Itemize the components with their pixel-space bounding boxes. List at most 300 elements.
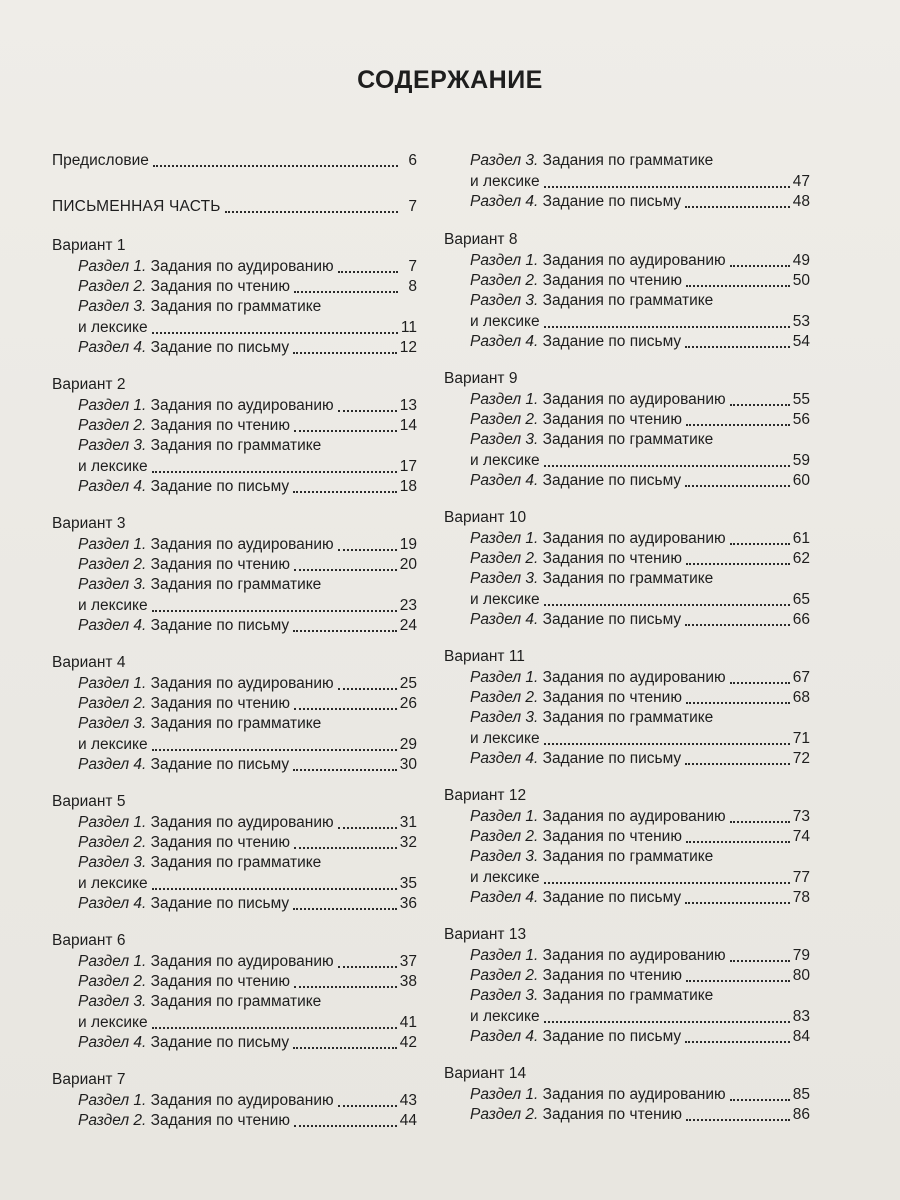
toc-section-row: [52, 396, 417, 416]
toc-section-row: [444, 966, 810, 986]
section-number: Раздел 3.: [470, 987, 539, 1004]
toc-section-row: [52, 555, 417, 575]
page-number: 31: [399, 814, 417, 831]
page-number: 85: [792, 1086, 810, 1103]
section-number: Раздел 1.: [470, 530, 539, 547]
page-number: 73: [792, 808, 810, 825]
variant-heading: Вариант 7: [52, 1071, 126, 1088]
toc-entry-label: [470, 807, 726, 827]
dot-leader: [293, 907, 397, 910]
page-number: 30: [399, 756, 417, 773]
toc-entry-label: [470, 1085, 726, 1105]
toc-cont-row: [52, 874, 417, 894]
dot-leader: [544, 325, 790, 328]
toc-entry-label: [78, 1091, 334, 1111]
variant-heading: Вариант 1: [52, 237, 126, 254]
dot-leader: [152, 609, 397, 612]
page-number: 24: [399, 617, 417, 634]
toc-variant-row: [52, 236, 417, 256]
section-number: Раздел 1.: [78, 1092, 147, 1109]
toc-cont-row: [52, 596, 417, 616]
toc-section-nodots-row: [444, 986, 810, 1006]
toc-entry-label: [470, 986, 713, 1006]
page-number: 66: [792, 611, 810, 628]
page-number: 78: [792, 889, 810, 906]
toc-section-row: [444, 251, 810, 271]
toc-variant-row: [52, 1070, 417, 1090]
toc-entry-label: [78, 714, 321, 734]
dot-leader: [225, 210, 398, 213]
dot-leader: [544, 881, 790, 884]
page-number: 48: [792, 193, 810, 210]
section-title: Задания по чтению: [538, 828, 682, 845]
dot-leader: [685, 205, 790, 208]
toc-cont-row: [444, 312, 810, 332]
page-number: 7: [408, 258, 417, 275]
dot-leader: [730, 820, 790, 823]
section-number: Раздел 4.: [470, 889, 539, 906]
toc-entry-label: [78, 338, 289, 358]
toc-entry-row: [52, 197, 417, 217]
toc-section-row: [52, 813, 417, 833]
dot-leader: [293, 351, 397, 354]
toc-entry-label: [78, 477, 289, 497]
dot-leader: [293, 490, 397, 493]
section-title: Задания по чтению: [146, 1112, 290, 1129]
toc-variant-row: [444, 786, 810, 806]
dot-leader: [685, 484, 790, 487]
dot-leader: [685, 623, 790, 626]
toc-entry-label: [78, 1033, 289, 1053]
section-number: Раздел 4.: [78, 617, 147, 634]
page-number: 19: [399, 536, 417, 553]
toc-variant-row: [52, 375, 417, 395]
dot-leader: [338, 687, 397, 690]
page-number: 80: [792, 967, 810, 984]
toc-variant-row: [444, 369, 810, 389]
variant-heading: Вариант 5: [52, 793, 126, 810]
toc-section-row: [52, 616, 417, 636]
toc-entry-label: [470, 688, 682, 708]
toc-section-row: [52, 1091, 417, 1111]
dot-leader: [686, 284, 790, 287]
toc-entry-continuation: и лексике: [78, 319, 148, 336]
page-number: 72: [792, 750, 810, 767]
variant-heading: Вариант 3: [52, 515, 126, 532]
toc-entry-label: [78, 833, 290, 853]
page-number: 47: [792, 173, 810, 190]
variant-heading: Вариант 4: [52, 654, 126, 671]
toc-entry-label: [78, 972, 290, 992]
section-title: Задания по аудированию: [146, 536, 334, 553]
page-number: 65: [792, 591, 810, 608]
section-number: Раздел 3.: [78, 437, 147, 454]
section-number: Раздел 2.: [470, 411, 539, 428]
toc-variant-row: [444, 508, 810, 528]
dot-leader: [152, 1026, 397, 1029]
section-number: Раздел 4.: [470, 333, 539, 350]
page-number: 53: [792, 313, 810, 330]
dot-leader: [294, 290, 398, 293]
toc-section-row: [52, 894, 417, 914]
section-number: Раздел 1.: [78, 397, 147, 414]
page-number: 7: [408, 198, 417, 215]
section-title: Задание по письму: [146, 895, 290, 912]
section-title: Задание по письму: [146, 617, 290, 634]
toc-section-row: [52, 416, 417, 436]
toc-entry-label: [470, 888, 681, 908]
page-number: 55: [792, 391, 810, 408]
toc-entry-label: [470, 1105, 682, 1125]
page-number: 77: [792, 869, 810, 886]
section-number: Раздел 2.: [470, 828, 539, 845]
page-number: 42: [399, 1034, 417, 1051]
dot-leader: [338, 826, 397, 829]
section-number: Раздел 3.: [78, 993, 147, 1010]
toc-entry-label: [470, 549, 682, 569]
toc-entry-label: Предисловие: [52, 152, 149, 169]
page-number: 32: [399, 834, 417, 851]
section-number: Раздел 2.: [78, 556, 147, 573]
toc-entry-label: [78, 1111, 290, 1131]
section-title: Задание по письму: [146, 1034, 290, 1051]
toc-entry-label: [470, 749, 681, 769]
section-number: Раздел 3.: [470, 709, 539, 726]
page-number: 44: [399, 1112, 417, 1129]
page-number: 41: [399, 1014, 417, 1031]
toc-cont-row: [444, 868, 810, 888]
variant-heading: Вариант 2: [52, 376, 126, 393]
page-number: 23: [399, 597, 417, 614]
toc-section-row: [444, 471, 810, 491]
toc-entry-label: [78, 674, 334, 694]
page-number: 12: [399, 339, 417, 356]
toc-entry-label: [78, 813, 334, 833]
section-title: Задания по аудированию: [538, 530, 726, 547]
dot-leader: [730, 1098, 790, 1101]
dot-leader: [686, 840, 790, 843]
section-title: Задания по аудированию: [538, 1086, 726, 1103]
section-number: Раздел 4.: [78, 756, 147, 773]
dot-leader: [685, 345, 790, 348]
dot-leader: [294, 985, 397, 988]
section-number: Раздел 2.: [78, 1112, 147, 1129]
toc-section-row: [444, 529, 810, 549]
section-title: Задание по письму: [538, 750, 682, 767]
section-title: Задания по чтению: [146, 834, 290, 851]
page-number: 37: [399, 953, 417, 970]
section-title: Задания по аудированию: [146, 1092, 334, 1109]
section-number: Раздел 4.: [470, 1028, 539, 1045]
toc-section-row: [444, 668, 810, 688]
toc-section-row: [52, 952, 417, 972]
dot-leader: [152, 748, 397, 751]
section-title: Задания по чтению: [146, 278, 290, 295]
section-title: Задания по грамматике: [146, 576, 322, 593]
toc-section-nodots-row: [52, 714, 417, 734]
toc-section-row: [444, 749, 810, 769]
toc-entry-continuation: и лексике: [78, 597, 148, 614]
toc-variant-row: [444, 647, 810, 667]
toc-entry-continuation: и лексике: [470, 730, 540, 747]
dot-leader: [730, 959, 790, 962]
page-number: 17: [399, 458, 417, 475]
section-number: Раздел 4.: [78, 895, 147, 912]
page-number: 67: [792, 669, 810, 686]
dot-leader: [338, 1104, 397, 1107]
section-title: Задания по аудированию: [146, 675, 334, 692]
section-title: Задания по грамматике: [146, 298, 322, 315]
toc-section-row: [444, 192, 810, 212]
section-title: Задания по аудированию: [538, 252, 726, 269]
dot-leader: [294, 707, 397, 710]
toc-entry-label: [78, 694, 290, 714]
section-title: Задания по грамматике: [538, 987, 714, 1004]
page-number: 86: [792, 1106, 810, 1123]
section-title: Задания по грамматике: [538, 570, 714, 587]
toc-entry-label: [470, 251, 726, 271]
section-number: Раздел 2.: [470, 550, 539, 567]
toc-section-row: [52, 755, 417, 775]
page-number: 61: [792, 530, 810, 547]
toc-variant-row: [444, 1064, 810, 1084]
section-title: Задание по письму: [538, 193, 682, 210]
section-number: Раздел 1.: [470, 1086, 539, 1103]
page-number: 36: [399, 895, 417, 912]
variant-heading: Вариант 6: [52, 932, 126, 949]
toc-entry-label: [78, 575, 321, 595]
toc-section-row: [52, 694, 417, 714]
section-number: Раздел 3.: [78, 854, 147, 871]
dot-leader: [338, 270, 398, 273]
section-number: Раздел 1.: [78, 536, 147, 553]
toc-variant-row: [444, 925, 810, 945]
toc-section-row: [444, 807, 810, 827]
toc-section-row: [52, 338, 417, 358]
page-number: 43: [399, 1092, 417, 1109]
toc-entry-label: [78, 853, 321, 873]
toc-cont-row: [52, 457, 417, 477]
toc-entry-label: [470, 610, 681, 630]
toc-section-row: [444, 888, 810, 908]
toc-entry-label: [78, 992, 321, 1012]
section-number: Раздел 2.: [78, 834, 147, 851]
toc-entry-continuation: и лексике: [470, 1008, 540, 1025]
toc-entry-label: [470, 827, 682, 847]
variant-heading: Вариант 10: [444, 509, 527, 526]
dot-leader: [338, 548, 397, 551]
section-title: Задания по грамматике: [146, 854, 322, 871]
toc-section-nodots-row: [444, 847, 810, 867]
dot-leader: [686, 1118, 790, 1121]
section-title: Задания по грамматике: [538, 152, 714, 169]
dot-leader: [338, 965, 397, 968]
variant-heading: Вариант 11: [444, 648, 525, 665]
page-number: 68: [792, 689, 810, 706]
section-title: Задания по аудированию: [146, 953, 334, 970]
page-number: 13: [399, 397, 417, 414]
toc-entry-label: ПИСЬМЕННАЯ ЧАСТЬ: [52, 198, 221, 215]
dot-leader: [685, 1040, 790, 1043]
toc-entry-label: [78, 396, 334, 416]
section-title: Задания по чтению: [146, 973, 290, 990]
section-number: Раздел 2.: [78, 695, 147, 712]
toc-entry-continuation: и лексике: [470, 591, 540, 608]
section-title: Задания по чтению: [538, 1106, 682, 1123]
toc-entry-continuation: и лексике: [78, 736, 148, 753]
section-title: Задания по чтению: [538, 689, 682, 706]
toc-entry-label: [78, 297, 321, 317]
toc-entry-label: [470, 569, 713, 589]
dot-leader: [685, 762, 790, 765]
variant-heading: Вариант 8: [444, 231, 518, 248]
toc-section-row: [52, 535, 417, 555]
section-number: Раздел 1.: [470, 808, 539, 825]
dot-leader: [686, 423, 790, 426]
toc-variant-row: [52, 792, 417, 812]
toc-entry-label: [470, 291, 713, 311]
page-number: 54: [792, 333, 810, 350]
section-title: Задания по аудированию: [538, 947, 726, 964]
toc-section-row: [52, 1033, 417, 1053]
toc-section-nodots-row: [52, 575, 417, 595]
toc-cont-row: [444, 729, 810, 749]
toc-cont-row: [444, 172, 810, 192]
toc-section-row: [444, 549, 810, 569]
section-number: Раздел 2.: [470, 967, 539, 984]
dot-leader: [686, 979, 790, 982]
toc-section-row: [444, 1027, 810, 1047]
section-title: Задания по аудированию: [146, 814, 334, 831]
section-number: Раздел 2.: [78, 278, 147, 295]
section-title: Задания по чтению: [146, 417, 290, 434]
toc-section-nodots-row: [52, 297, 417, 317]
toc-section-row: [52, 257, 417, 277]
section-title: Задание по письму: [538, 1028, 682, 1045]
section-number: Раздел 2.: [470, 1106, 539, 1123]
toc-entry-continuation: и лексике: [470, 452, 540, 469]
section-title: Задания по чтению: [538, 272, 682, 289]
page-number: 11: [400, 319, 417, 336]
dot-leader: [294, 846, 397, 849]
section-number: Раздел 3.: [470, 570, 539, 587]
toc-section-nodots-row: [52, 992, 417, 1012]
page-number: 20: [399, 556, 417, 573]
section-title: Задание по письму: [538, 889, 682, 906]
section-title: Задания по аудированию: [146, 258, 334, 275]
section-title: Задания по чтению: [538, 967, 682, 984]
section-title: Задания по чтению: [146, 695, 290, 712]
dot-leader: [544, 1020, 790, 1023]
toc-entry-label: [470, 151, 713, 171]
toc-entry-label: [470, 430, 713, 450]
section-title: Задания по грамматике: [538, 292, 714, 309]
toc-entry-label: [78, 894, 289, 914]
section-title: Задания по грамматике: [538, 709, 714, 726]
toc-section-row: [444, 827, 810, 847]
variant-heading: Вариант 9: [444, 370, 518, 387]
page-title: СОДЕРЖАНИЕ: [357, 66, 543, 94]
dot-leader: [686, 701, 790, 704]
toc-section-row: [444, 610, 810, 630]
dot-leader: [730, 403, 790, 406]
toc-section-row: [52, 833, 417, 853]
dot-leader: [544, 603, 790, 606]
toc-entry-label: [470, 946, 726, 966]
toc-cont-row: [52, 735, 417, 755]
toc-cont-row: [52, 318, 417, 338]
toc-entry-label: [78, 257, 334, 277]
toc-entry-label: [470, 390, 726, 410]
page-number: 83: [792, 1008, 810, 1025]
toc-section-row: [444, 271, 810, 291]
toc-entry-label: [470, 271, 682, 291]
toc-cont-row: [52, 1013, 417, 1033]
toc-entry-label: [470, 966, 682, 986]
page-number: 71: [792, 730, 810, 747]
page-number: 18: [399, 478, 417, 495]
page-number: 29: [399, 736, 417, 753]
section-title: Задания по аудированию: [538, 391, 726, 408]
toc-entry-label: [470, 332, 681, 352]
section-number: Раздел 4.: [470, 750, 539, 767]
section-title: Задания по аудированию: [538, 669, 726, 686]
page-number: 56: [792, 411, 810, 428]
page-number: 79: [792, 947, 810, 964]
section-title: Задания по грамматике: [146, 437, 322, 454]
toc-entry-label: [470, 668, 726, 688]
section-title: Задания по аудированию: [146, 397, 334, 414]
dot-leader: [730, 681, 790, 684]
section-title: Задание по письму: [146, 478, 290, 495]
toc-section-row: [444, 390, 810, 410]
toc-section-row: [52, 277, 417, 297]
section-number: Раздел 4.: [78, 339, 147, 356]
section-title: Задания по грамматике: [538, 431, 714, 448]
toc-entry-label: [78, 952, 334, 972]
toc-entry-label: [470, 410, 682, 430]
section-title: Задание по письму: [538, 333, 682, 350]
section-number: Раздел 1.: [78, 953, 147, 970]
toc-entry-label: [78, 535, 334, 555]
toc-variant-row: [52, 653, 417, 673]
toc-cont-row: [444, 1007, 810, 1027]
toc-entry-label: [78, 436, 321, 456]
page-number: 35: [399, 875, 417, 892]
toc-entry-label: [78, 755, 289, 775]
dot-leader: [294, 1124, 397, 1127]
section-number: Раздел 3.: [470, 431, 539, 448]
section-number: Раздел 3.: [78, 298, 147, 315]
section-number: Раздел 4.: [470, 472, 539, 489]
dot-leader: [294, 429, 397, 432]
toc-section-row: [52, 972, 417, 992]
section-number: Раздел 2.: [78, 417, 147, 434]
variant-heading: Вариант 14: [444, 1065, 527, 1082]
variant-heading: Вариант 12: [444, 787, 527, 804]
toc-entry-label: [470, 708, 713, 728]
page-number: 60: [792, 472, 810, 489]
section-number: Раздел 2.: [470, 689, 539, 706]
section-number: Раздел 2.: [470, 272, 539, 289]
section-number: Раздел 1.: [78, 258, 147, 275]
dot-leader: [730, 542, 790, 545]
section-number: Раздел 3.: [78, 576, 147, 593]
toc-variant-row: [444, 230, 810, 250]
section-number: Раздел 1.: [470, 391, 539, 408]
section-title: Задания по аудированию: [538, 808, 726, 825]
toc-entry-row: [52, 151, 417, 171]
